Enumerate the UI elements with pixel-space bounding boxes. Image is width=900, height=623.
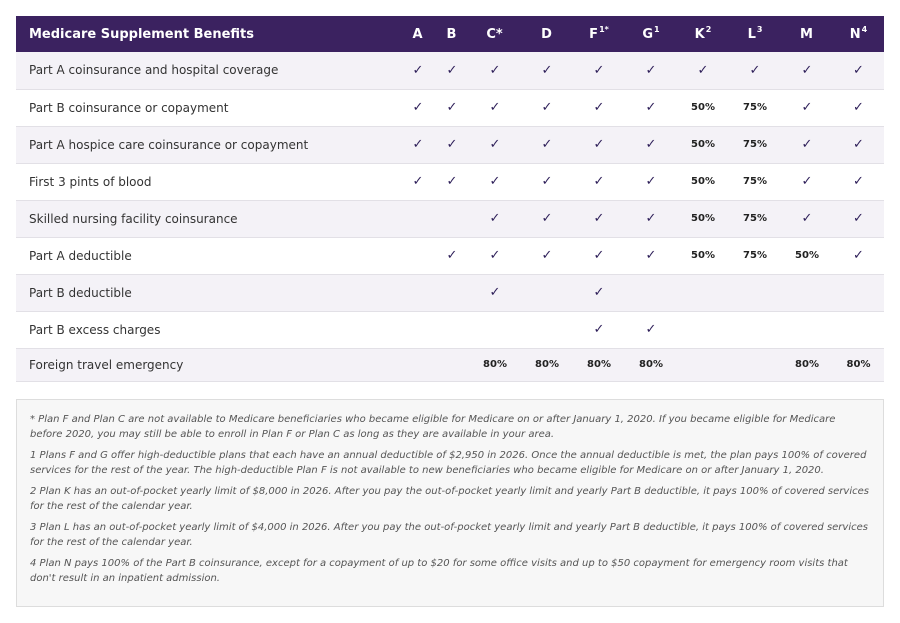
table-row [16, 237, 884, 274]
table-row [16, 274, 884, 311]
footnote: * Plan F and Plan C are not available to Medicare beneficiaries who became eligible for Medicare on or after January 1, 2020. If you became eligible for Medicare before 2020, you may still be able to enroll in Plan F or Plan C as long as they are available in your area. [30, 414, 836, 440]
check-icon: ✓ [489, 174, 501, 189]
check-icon: ✓ [645, 62, 657, 78]
empty-cell [781, 274, 833, 311]
check-icon: ✓ [489, 285, 501, 300]
check-icon: ✓ [853, 248, 864, 263]
check-icon: ✓ [541, 137, 553, 152]
check-icon: ✓ [697, 62, 709, 78]
check-icon: ✓ [593, 211, 605, 226]
empty-cell [401, 274, 435, 311]
check-icon: ✓ [541, 174, 553, 189]
empty-cell [435, 200, 469, 237]
check-icon: ✓ [645, 100, 657, 115]
check-icon: ✓ [645, 174, 657, 189]
empty-cell [401, 237, 435, 274]
plan-header: $K^2$ [694, 25, 712, 42]
coverage-percent: 80% [846, 359, 871, 370]
check-icon: ✓ [489, 211, 501, 226]
check-icon: ✓ [645, 322, 657, 337]
check-icon: ✓ [446, 100, 458, 115]
check-icon: ✓ [801, 100, 813, 115]
benefit-label: Part A deductible [29, 248, 132, 263]
coverage-percent: 50% [691, 176, 715, 187]
plan-header: M [800, 26, 813, 42]
benefit-label: Part A hospice care coinsurance or copayment [29, 137, 309, 152]
benefits-table-container [16, 16, 884, 382]
plan-header: C* [486, 26, 503, 42]
check-icon: ✓ [749, 62, 761, 78]
footnote: 1 Plans F and G offer high-deductible plans that each have an annual deductible of $2,950 in 2026. Once the annual deductible is met, the plan pays 100% of covered services for the rest of the year. The high-deductible Plan F is not available to new beneficiaries who became eligible for Medicare on or after January 1, 2020. [30, 450, 867, 476]
plan-header: $G^1$ [642, 25, 660, 42]
check-icon: ✓ [853, 137, 864, 152]
check-icon: ✓ [412, 137, 424, 152]
footnote: 3 Plan L has an out-of-pocket yearly limit of $4,000 in 2026. After you pay the out-of-pocket yearly limit and yearly Part B deductible, it pays 100% of covered services for the rest of the calendar year. [30, 522, 868, 548]
footnotes-box [16, 399, 884, 607]
plan-header: A [412, 26, 423, 42]
table-row [16, 348, 884, 381]
coverage-percent: 80% [535, 359, 559, 370]
coverage-percent: 50% [691, 250, 715, 261]
plan-header: D [541, 26, 552, 42]
check-icon: ✓ [645, 137, 657, 152]
check-icon: ✓ [801, 62, 813, 78]
table-header-row [16, 16, 884, 52]
benefit-label: Part B deductible [29, 285, 132, 300]
check-icon: ✓ [645, 211, 657, 226]
table-row [16, 89, 884, 126]
check-icon: ✓ [412, 62, 424, 78]
footnote: 4 Plan N pays 100% of the Part B coinsurance, except for a copayment of up to $20 for some office visits and up to $50 copayment for emergency room visits that don't result in an inpatient admission. [30, 558, 848, 584]
benefits-table [16, 16, 884, 382]
empty-cell [729, 274, 781, 311]
check-icon: ✓ [593, 322, 605, 337]
check-icon: ✓ [593, 137, 605, 152]
coverage-percent: 75% [743, 102, 767, 113]
benefit-label: Part B excess charges [29, 322, 161, 337]
benefit-label: First 3 pints of blood [29, 174, 152, 189]
check-icon: ✓ [446, 174, 458, 189]
empty-cell [833, 311, 884, 348]
coverage-percent: 50% [691, 139, 715, 150]
coverage-percent: 75% [743, 213, 767, 224]
coverage-percent: 80% [587, 359, 611, 370]
table-row [16, 311, 884, 348]
empty-cell [677, 311, 729, 348]
check-icon: ✓ [412, 174, 424, 189]
empty-cell [435, 348, 469, 381]
check-icon: ✓ [593, 174, 605, 189]
check-icon: ✓ [489, 100, 501, 115]
empty-cell [677, 274, 729, 311]
empty-cell [833, 274, 884, 311]
check-icon: ✓ [593, 285, 605, 300]
empty-cell [521, 274, 573, 311]
empty-cell [781, 311, 833, 348]
table-row [16, 200, 884, 237]
empty-cell [401, 200, 435, 237]
check-icon: ✓ [489, 248, 501, 263]
check-icon: ✓ [801, 211, 813, 226]
empty-cell [521, 311, 573, 348]
benefit-label: Foreign travel emergency [29, 357, 184, 372]
check-icon: ✓ [489, 62, 501, 78]
check-icon: ✓ [801, 174, 813, 189]
empty-cell [435, 311, 469, 348]
coverage-percent: 75% [743, 139, 767, 150]
check-icon: ✓ [593, 100, 605, 115]
check-icon: ✓ [446, 62, 458, 78]
check-icon: ✓ [541, 100, 553, 115]
empty-cell [677, 348, 729, 381]
empty-cell [401, 348, 435, 381]
empty-cell [729, 311, 781, 348]
coverage-percent: 80% [483, 359, 507, 370]
coverage-percent: 75% [743, 176, 767, 187]
empty-cell [625, 274, 677, 311]
coverage-percent: 80% [639, 359, 663, 370]
footnote: 2 Plan K has an out-of-pocket yearly limit of $8,000 in 2026. After you pay the out-of-pocket yearly limit and yearly Part B deductible, it pays 100% of covered services for the rest of the calendar year. [30, 486, 869, 512]
benefit-label: Skilled nursing facility coinsurance [29, 211, 238, 226]
coverage-percent: 50% [795, 250, 819, 261]
empty-cell [469, 311, 521, 348]
check-icon: ✓ [593, 62, 605, 78]
coverage-percent: 50% [691, 102, 715, 113]
check-icon: ✓ [853, 211, 864, 226]
plan-header: $F^{1*}$ [589, 25, 609, 42]
check-icon: ✓ [593, 248, 605, 263]
check-icon: ✓ [853, 100, 864, 115]
check-icon: ✓ [446, 248, 458, 263]
benefit-label: Part A coinsurance and hospital coverage [29, 63, 279, 78]
empty-cell [729, 348, 781, 381]
coverage-percent: 50% [691, 213, 715, 224]
table-title: Medicare Supplement Benefits [29, 26, 254, 42]
plan-header: $L^3$ [747, 25, 763, 42]
check-icon: ✓ [541, 62, 553, 78]
benefit-label: Part B coinsurance or copayment [29, 100, 229, 115]
check-icon: ✓ [853, 174, 864, 189]
check-icon: ✓ [645, 248, 657, 263]
check-icon: ✓ [412, 100, 424, 115]
check-icon: ✓ [541, 248, 553, 263]
empty-cell [435, 274, 469, 311]
coverage-percent: 75% [743, 250, 767, 261]
table-row [16, 52, 884, 89]
table-body [16, 52, 884, 381]
plan-header: $N^4$ [849, 25, 868, 42]
coverage-percent: 80% [795, 359, 819, 370]
table-row [16, 126, 884, 163]
check-icon: ✓ [446, 137, 458, 152]
check-icon: ✓ [853, 62, 864, 78]
check-icon: ✓ [541, 211, 553, 226]
plan-header: B [446, 26, 457, 42]
empty-cell [401, 311, 435, 348]
check-icon: ✓ [801, 137, 813, 152]
table-row [16, 163, 884, 200]
check-icon: ✓ [489, 137, 501, 152]
